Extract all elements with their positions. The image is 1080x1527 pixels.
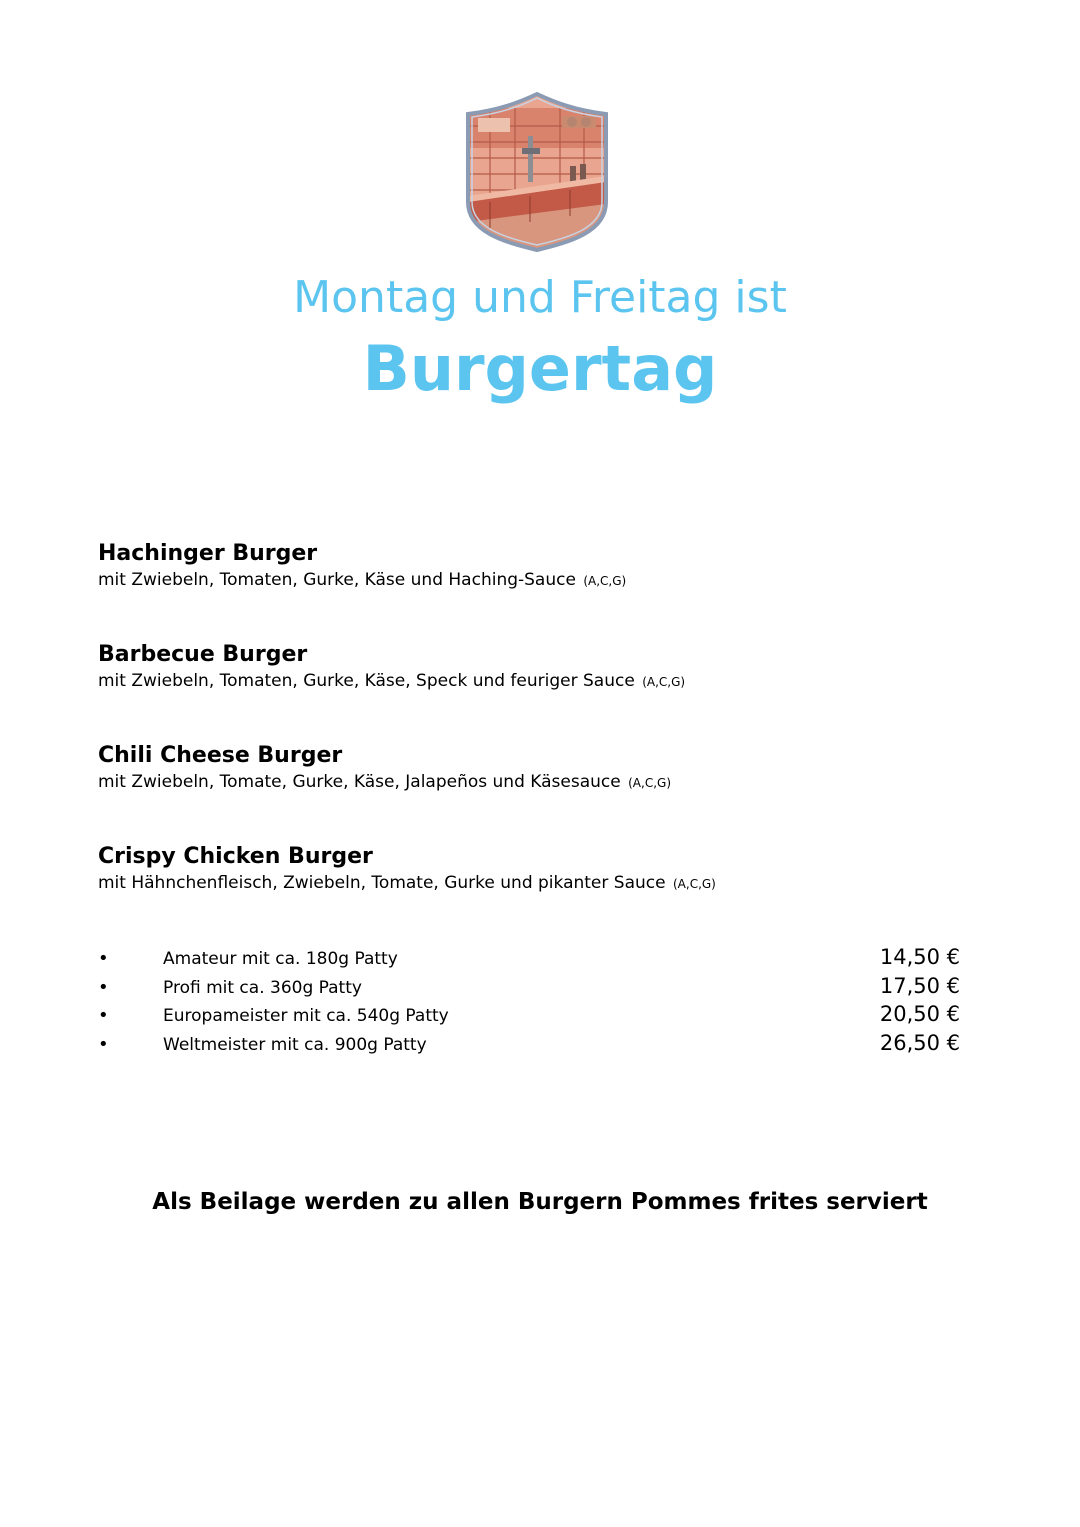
burger-name: Chili Cheese Burger (98, 743, 343, 768)
burger-allergens: (A,C,G) (642, 675, 686, 689)
burger-name: Crispy Chicken Burger (98, 844, 373, 869)
burger-item (98, 540, 978, 641)
burger-description-line (98, 568, 978, 593)
size-price: 17,50 € (879, 973, 960, 998)
size-label: Amateur mit ca. 180g Patty (163, 949, 398, 969)
burger-allergens: (A,C,G) (672, 877, 716, 891)
burger-description-line (98, 770, 978, 795)
burger-allergens: (A,C,G) (583, 574, 627, 588)
heading-line-1: Montag und Freitag ist (293, 272, 787, 323)
burger-name: Barbecue Burger (98, 642, 308, 667)
heading-burgertag: Burgertag (362, 332, 718, 405)
burger-description: mit Zwiebeln, Tomaten, Gurke, Käse, Speck und feuriger Sauce (98, 671, 635, 691)
bullet: • (98, 1033, 109, 1055)
burger-list (98, 540, 978, 944)
size-price: 26,50 € (879, 1030, 960, 1055)
size-label: Weltmeister mit ca. 900g Patty (163, 1034, 427, 1055)
burger-description-line (98, 669, 978, 694)
burger-name: Hachinger Burger (98, 541, 318, 566)
burger-description: mit Hähnchenfleisch, Zwiebeln, Tomate, Gurke und pikanter Sauce (98, 873, 666, 893)
burger-allergens: (A,C,G) (628, 776, 672, 790)
bullet: • (98, 948, 109, 969)
size-label: Profi mit ca. 360g Patty (163, 977, 362, 998)
size-label: Europameister mit ca. 540g Patty (163, 1006, 449, 1026)
burger-item (98, 843, 978, 944)
size-price: 14,50 € (879, 945, 960, 969)
bullet: • (98, 1005, 109, 1026)
bar-interior-crest-icon (460, 92, 614, 252)
burger-description: mit Zwiebeln, Tomaten, Gurke, Käse und Haching-Sauce (98, 570, 576, 590)
bullet: • (98, 976, 109, 998)
burger-item (98, 742, 978, 843)
size-row (98, 1030, 968, 1059)
size-price: 20,50 € (879, 1002, 960, 1026)
burger-item (98, 641, 978, 742)
size-row (98, 944, 968, 973)
burger-description: mit Zwiebeln, Tomate, Gurke, Käse, Jalapeños und Käsesauce (98, 772, 621, 792)
size-row (98, 1001, 968, 1030)
side-dish-note: Als Beilage werden zu allen Burgern Pommes frites serviert (152, 1189, 928, 1215)
size-row (98, 973, 968, 1002)
burger-description-line (98, 871, 978, 896)
size-price-list (98, 944, 968, 1058)
